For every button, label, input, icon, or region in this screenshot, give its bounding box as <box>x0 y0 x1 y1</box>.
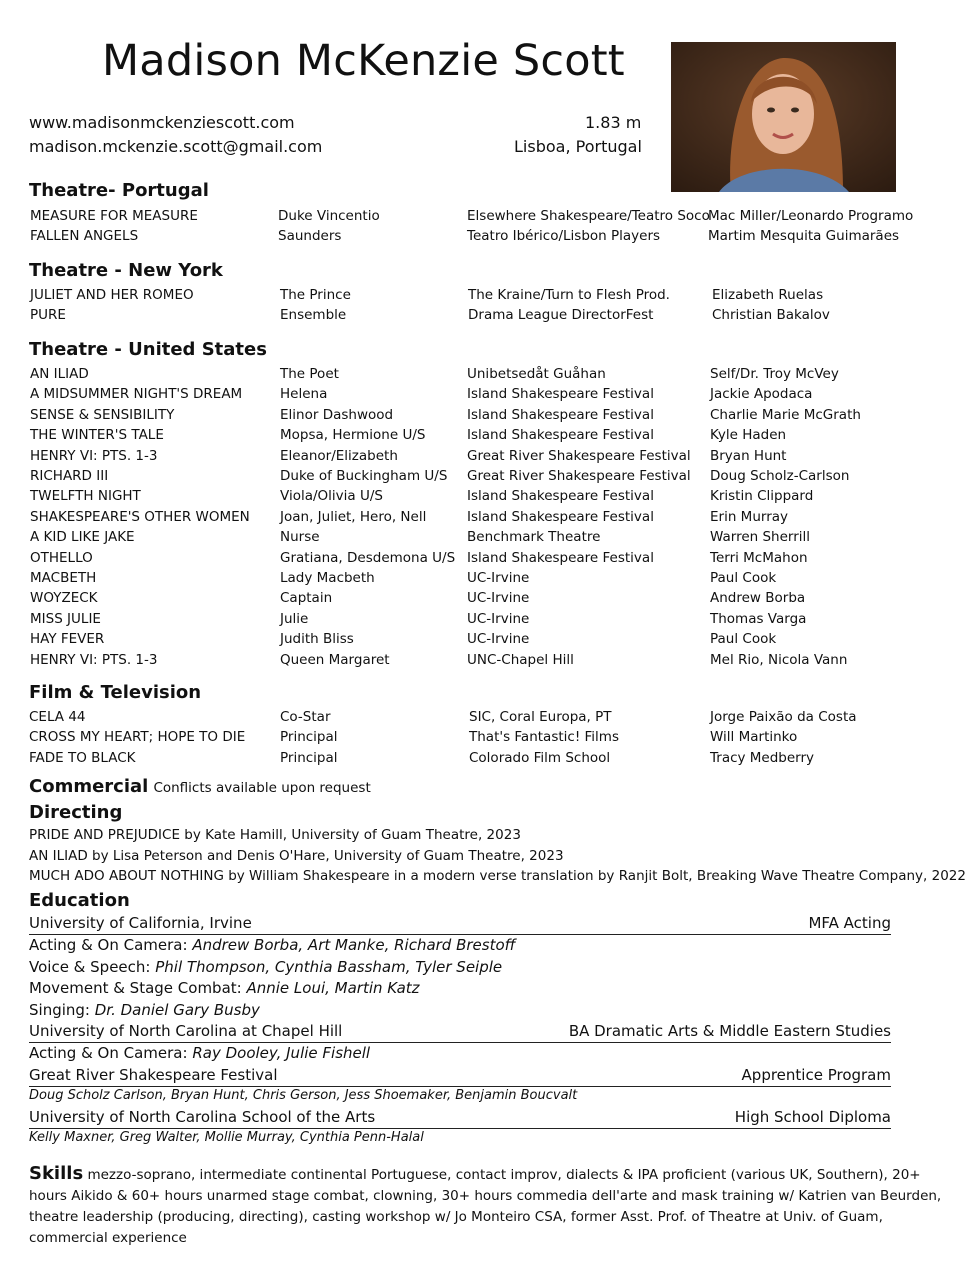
directing-credit: AN ILIAD by Lisa Peterson and Denis O'Hare, University of Guam Theatre, 2023 <box>29 848 564 864</box>
school-name: University of North Carolina School of the Arts <box>29 1108 376 1126</box>
director: Jackie Apodaca <box>710 386 813 403</box>
skills-text: mezzo-soprano, intermediate continental Portuguese, contact improv, dialects & IPA proficient (various UK, Southern), 20+ hours Aikido & 60+ hours unarmed stage combat, clowning, 30+ hours commedia dell'arte and mask training w/ Katrien van Beurden, theatre leadership (producing, directing), casting workshop w/ Jo Monteiro CSA, former Asst. Prof. of Theatre at Univ. of Guam, commercial experience <box>29 1167 942 1246</box>
training-label: Voice & Speech: <box>29 958 156 976</box>
role: Co-Star <box>280 709 331 725</box>
teachers: Doug Scholz Carlson, Bryan Hunt, Chris Gerson, Jess Shoemaker, Benjamin Boucvalt <box>29 1088 578 1103</box>
director: Will Martinko <box>710 729 798 746</box>
venue: UC-Irvine <box>467 610 530 627</box>
director: Andrew Borba <box>710 590 806 607</box>
role: The Poet <box>280 366 339 382</box>
venue: UC-Irvine <box>467 631 530 648</box>
education-school <box>29 1066 891 1087</box>
education-school <box>29 914 891 935</box>
degree: BA Dramatic Arts & Middle Eastern Studies <box>568 1022 891 1040</box>
section-commercial <box>29 776 371 797</box>
show-title: A MIDSUMMER NIGHT'S DREAM <box>30 386 243 403</box>
show-title: JULIET AND HER ROMEO <box>30 287 194 303</box>
venue: Island Shakespeare Festival <box>467 386 654 403</box>
role: Principal <box>280 749 338 766</box>
show-title: RICHARD III <box>30 468 109 484</box>
show-title: PURE <box>30 307 66 323</box>
role: Duke of Buckingham U/S <box>280 468 448 484</box>
role: Eleanor/Elizabeth <box>280 447 398 464</box>
page-title: Madison McKenzie Scott <box>102 36 625 86</box>
height-value: 1.83 m <box>585 113 642 132</box>
show-title: A KID LIKE JAKE <box>30 529 135 546</box>
location-value: Lisboa, Portugal <box>514 137 642 156</box>
venue: Island Shakespeare Festival <box>467 427 654 444</box>
venue: Benchmark Theatre <box>467 529 601 546</box>
teachers: Kelly Maxner, Greg Walter, Mollie Murray, Cynthia Penn-Halal <box>29 1130 424 1145</box>
show-title: HENRY VI: PTS. 1-3 <box>30 651 158 668</box>
show-title: MACBETH <box>30 570 97 586</box>
training-label: Singing: <box>29 1001 95 1019</box>
degree: High School Diploma <box>734 1108 891 1126</box>
role: Ensemble <box>280 307 347 323</box>
teachers: Andrew Borba, Art Manke, Richard Brestoff <box>192 936 516 954</box>
directing-credit: PRIDE AND PREJUDICE by Kate Hamill, University of Guam Theatre, 2023 <box>29 827 521 843</box>
section-theatre-portugal: Theatre- Portugal <box>29 180 209 201</box>
school-name: University of California, Irvine <box>29 914 252 932</box>
training-line <box>29 1044 370 1062</box>
venue: Great River Shakespeare Festival <box>467 468 691 484</box>
teachers: Ray Dooley, Julie Fishell <box>192 1044 371 1062</box>
venue: The Kraine/Turn to Flesh Prod. <box>468 287 670 303</box>
role: Judith Bliss <box>280 631 354 648</box>
director: Bryan Hunt <box>710 447 787 464</box>
school-name: Great River Shakespeare Festival <box>29 1066 278 1084</box>
section-skills <box>29 1163 949 1249</box>
venue: Island Shakespeare Festival <box>467 488 654 505</box>
show-title: CELA 44 <box>29 709 86 725</box>
role: Captain <box>280 590 333 607</box>
show-title: SHAKESPEARE'S OTHER WOMEN <box>30 508 250 525</box>
director: Self/Dr. Troy McVey <box>710 366 839 382</box>
director: Terri McMahon <box>710 549 808 566</box>
teachers: Dr. Daniel Gary Busby <box>94 1001 260 1019</box>
venue: UNC-Chapel Hill <box>467 651 574 668</box>
teachers: Annie Loui, Martin Katz <box>246 979 420 997</box>
role: Principal <box>280 729 338 746</box>
venue: Drama League DirectorFest <box>468 307 654 323</box>
director: Mac Miller/Leonardo Programo <box>708 208 914 224</box>
training-label: Movement & Stage Combat: <box>29 979 247 997</box>
section-education: Education <box>29 890 130 911</box>
venue: Island Shakespeare Festival <box>467 508 654 525</box>
show-title: FALLEN ANGELS <box>30 228 139 244</box>
director: Elizabeth Ruelas <box>712 287 824 303</box>
role: Queen Margaret <box>280 651 390 668</box>
teachers: Phil Thompson, Cynthia Bassham, Tyler Seiple <box>155 958 503 976</box>
role: Nurse <box>280 529 320 546</box>
director: Warren Sherrill <box>710 529 811 546</box>
role: Lady Macbeth <box>280 570 375 586</box>
director: Kristin Clippard <box>710 488 814 505</box>
school-name: University of North Carolina at Chapel Hill <box>29 1022 343 1040</box>
section-directing: Directing <box>29 802 123 823</box>
venue: UC-Irvine <box>467 570 530 586</box>
role: Elinor Dashwood <box>280 406 394 423</box>
director: Christian Bakalov <box>712 307 830 323</box>
venue: Teatro Ibérico/Lisbon Players <box>467 228 661 244</box>
venue: Elsewhere Shakespeare/Teatro Soco <box>467 208 710 224</box>
role: Joan, Juliet, Hero, Nell <box>280 508 427 525</box>
director: Erin Murray <box>710 508 789 525</box>
show-title: MISS JULIE <box>30 610 101 627</box>
role: Saunders <box>278 228 342 244</box>
skills-title: Skills <box>29 1163 84 1184</box>
show-title: HAY FEVER <box>30 631 105 648</box>
show-title: SENSE & SENSIBILITY <box>30 406 175 423</box>
show-title: WOYZECK <box>30 590 98 607</box>
training-label: Acting & On Camera: <box>29 936 193 954</box>
venue: UC-Irvine <box>467 590 530 607</box>
headshot-photo <box>671 42 896 192</box>
venue: Unibetsedåt Guåhan <box>467 366 606 382</box>
education-school <box>29 1108 891 1129</box>
director: Mel Rio, Nicola Vann <box>710 651 848 668</box>
venue: Island Shakespeare Festival <box>467 549 654 566</box>
training-line <box>29 958 502 976</box>
role: Gratiana, Desdemona U/S <box>280 549 456 566</box>
section-film-television: Film & Television <box>29 682 202 703</box>
training-label: Acting & On Camera: <box>29 1044 193 1062</box>
director: Paul Cook <box>710 631 777 648</box>
venue: That's Fantastic! Films <box>469 729 619 746</box>
show-title: MEASURE FOR MEASURE <box>30 208 198 224</box>
director: Doug Scholz-Carlson <box>710 468 850 484</box>
venue: Island Shakespeare Festival <box>467 406 654 423</box>
commercial-note: Conflicts available upon request <box>153 780 371 796</box>
venue: Colorado Film School <box>469 749 611 766</box>
section-theatre-united-states: Theatre - United States <box>29 339 267 360</box>
training-line <box>29 979 420 997</box>
role: Viola/Olivia U/S <box>280 488 383 505</box>
director: Thomas Varga <box>710 610 807 627</box>
directing-credit: MUCH ADO ABOUT NOTHING by William Shakespeare in a modern verse translation by Ranjit Bolt, Breaking Wave Theatre Company, 2022 <box>29 868 966 884</box>
degree: MFA Acting <box>808 914 891 932</box>
commercial-title: Commercial <box>29 776 149 797</box>
show-title: OTHELLO <box>30 549 93 566</box>
training-line <box>29 1001 260 1019</box>
website-link[interactable]: www.madisonmckenziescott.com <box>29 113 295 132</box>
role: The Prince <box>280 287 351 303</box>
training-line <box>29 936 515 954</box>
director: Kyle Haden <box>710 427 787 444</box>
show-title: AN ILIAD <box>30 366 89 382</box>
education-school <box>29 1022 891 1043</box>
show-title: THE WINTER'S TALE <box>30 427 164 444</box>
role: Duke Vincentio <box>278 208 380 224</box>
show-title: HENRY VI: PTS. 1-3 <box>30 447 158 464</box>
venue: SIC, Coral Europa, PT <box>469 709 612 725</box>
show-title: TWELFTH NIGHT <box>30 488 141 505</box>
director: Tracy Medberry <box>710 749 815 766</box>
role: Helena <box>280 386 328 403</box>
venue: Great River Shakespeare Festival <box>467 447 691 464</box>
director: Martim Mesquita Guimarães <box>708 228 900 244</box>
director: Paul Cook <box>710 570 777 586</box>
show-title: FADE TO BLACK <box>29 749 136 766</box>
director: Jorge Paixão da Costa <box>710 709 857 725</box>
email-link[interactable]: madison.mckenzie.scott@gmail.com <box>29 137 323 156</box>
show-title: CROSS MY HEART; HOPE TO DIE <box>29 729 246 746</box>
section-theatre-new-york: Theatre - New York <box>29 260 223 281</box>
role: Mopsa, Hermione U/S <box>280 427 426 444</box>
degree: Apprentice Program <box>741 1066 891 1084</box>
director: Charlie Marie McGrath <box>710 406 861 423</box>
role: Julie <box>280 610 309 627</box>
